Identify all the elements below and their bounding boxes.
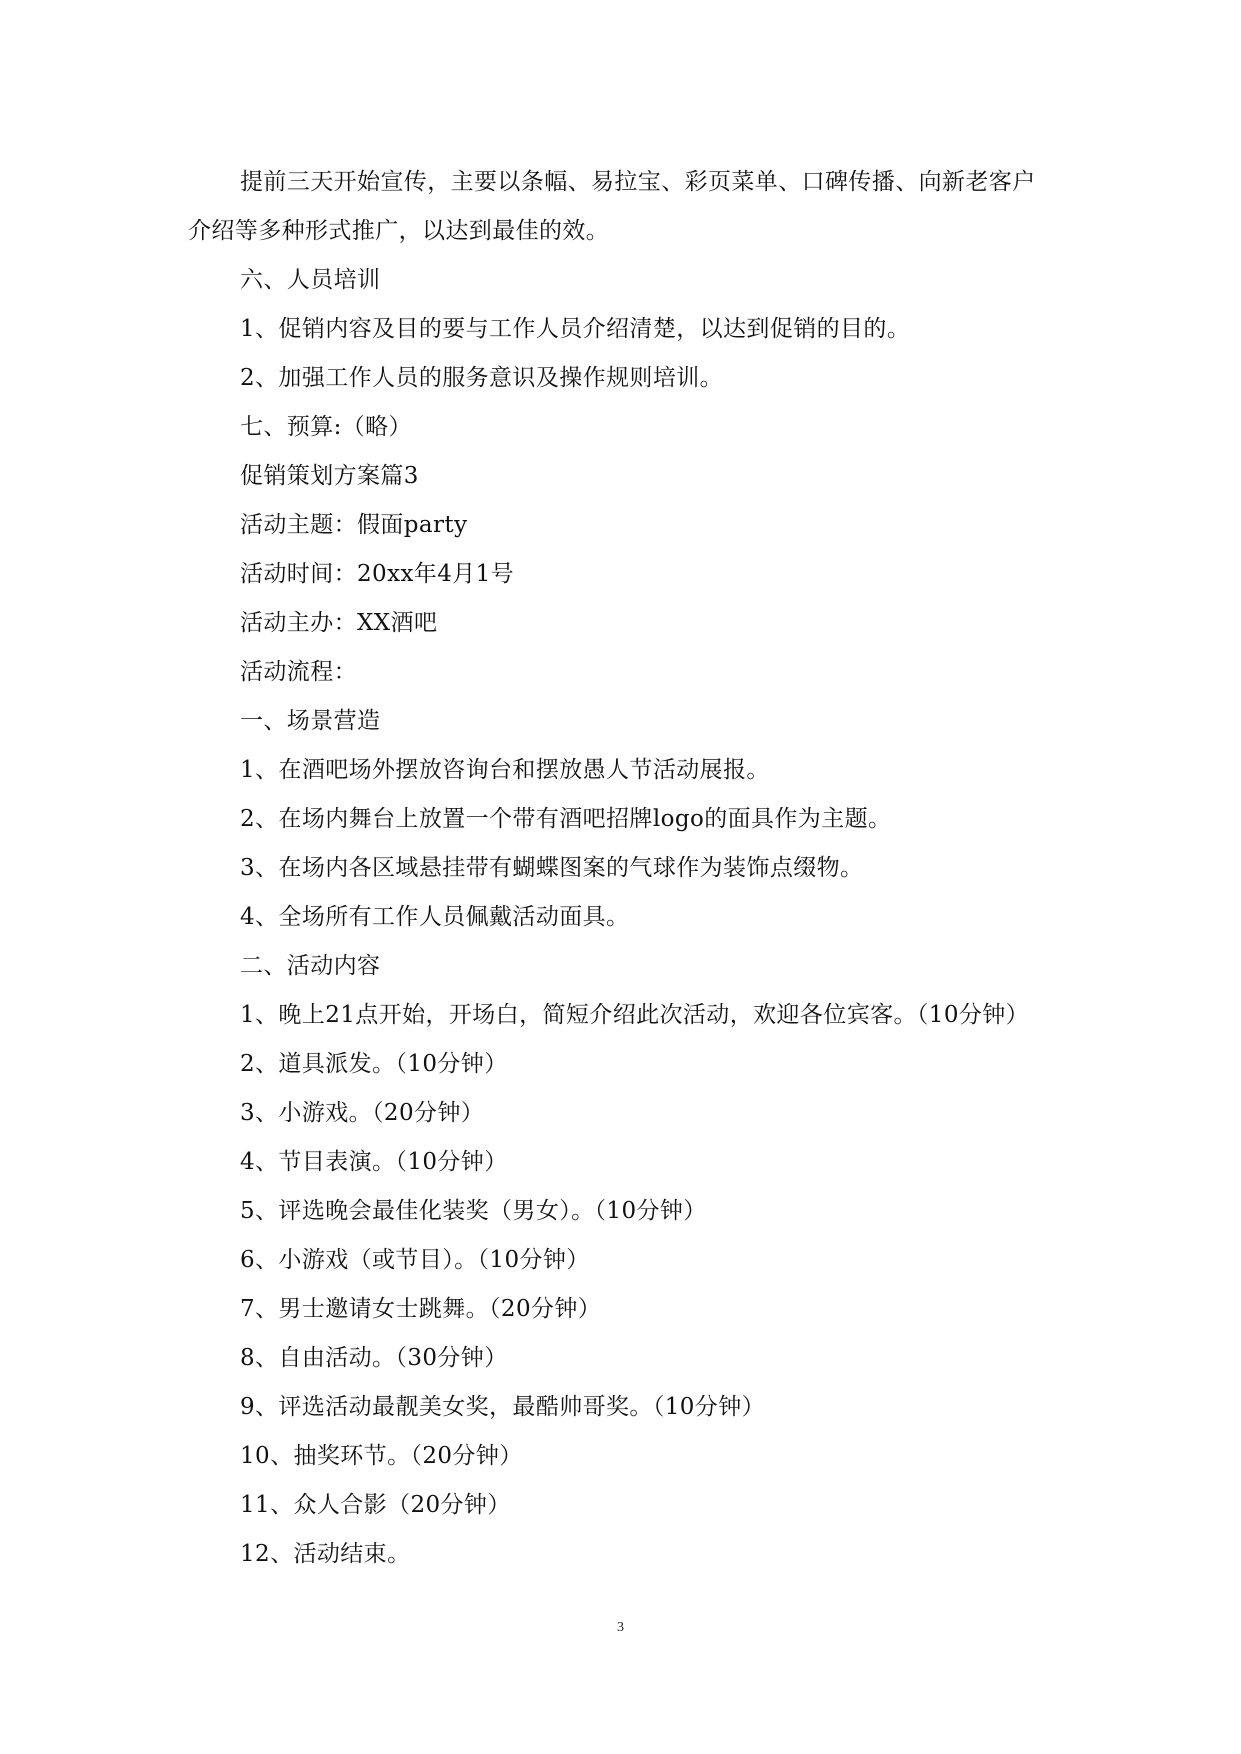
list-item: 2、加强工作人员的服务意识及操作规则培训。 [240, 365, 724, 391]
activity-organizer: 活动主办：XX酒吧 [240, 610, 438, 636]
activity-theme: 活动主题：假面party [240, 512, 468, 538]
list-item: 10、抽奖环节。（20分钟） [240, 1443, 523, 1469]
paragraph-promotion-method: 提前三天开始宣传，主要以条幅、易拉宝、彩页菜单、口碑传播、向新老客户介绍等多种形式推广，以达到最佳的效。 [188, 169, 1036, 244]
list-item: 6、小游戏（或节目）。（10分钟） [240, 1247, 590, 1273]
section-title: 促销策划方案篇3 [240, 463, 419, 489]
list-item: 5、评选晚会最佳化装奖（男女）。（10分钟） [240, 1198, 707, 1224]
page-number: 3 [617, 1620, 624, 1635]
list-item: 1、晚上21点开始，开场白，简短介绍此次活动，欢迎各位宾客。（10分钟） [240, 1002, 1030, 1028]
list-item: 1、促销内容及目的要与工作人员介绍清楚，以达到促销的目的。 [240, 316, 911, 342]
heading-staff-training: 六、人员培训 [240, 267, 381, 293]
list-item: 7、男士邀请女士跳舞。（20分钟） [240, 1296, 602, 1322]
list-item: 9、评选活动最靓美女奖，最酷帅哥奖。（10分钟） [240, 1394, 765, 1420]
document-body [188, 158, 1056, 1579]
list-item: 11、众人合影（20分钟） [240, 1492, 511, 1518]
activity-process-label: 活动流程： [240, 659, 357, 685]
list-item: 12、活动结束。 [240, 1541, 411, 1567]
list-item: 8、自由活动。（30分钟） [240, 1345, 508, 1371]
list-item: 2、道具派发。（10分钟） [240, 1051, 508, 1077]
list-item: 3、在场内各区域悬挂带有蝴蝶图案的气球作为装饰点缀物。 [240, 855, 864, 881]
heading-budget: 七、预算:（略） [240, 414, 412, 440]
heading-scene-setup: 一、场景营造 [240, 708, 381, 734]
list-item: 3、小游戏。（20分钟） [240, 1100, 485, 1126]
list-item: 1、在酒吧场外摆放咨询台和摆放愚人节活动展报。 [240, 757, 770, 783]
list-item: 4、全场所有工作人员佩戴活动面具。 [240, 904, 630, 930]
list-item: 2、在场内舞台上放置一个带有酒吧招牌logo的面具作为主题。 [240, 806, 892, 832]
heading-activity-content: 二、活动内容 [240, 953, 381, 979]
list-item: 4、节目表演。（10分钟） [240, 1149, 508, 1175]
activity-time: 活动时间：20xx年4月1号 [240, 561, 515, 587]
